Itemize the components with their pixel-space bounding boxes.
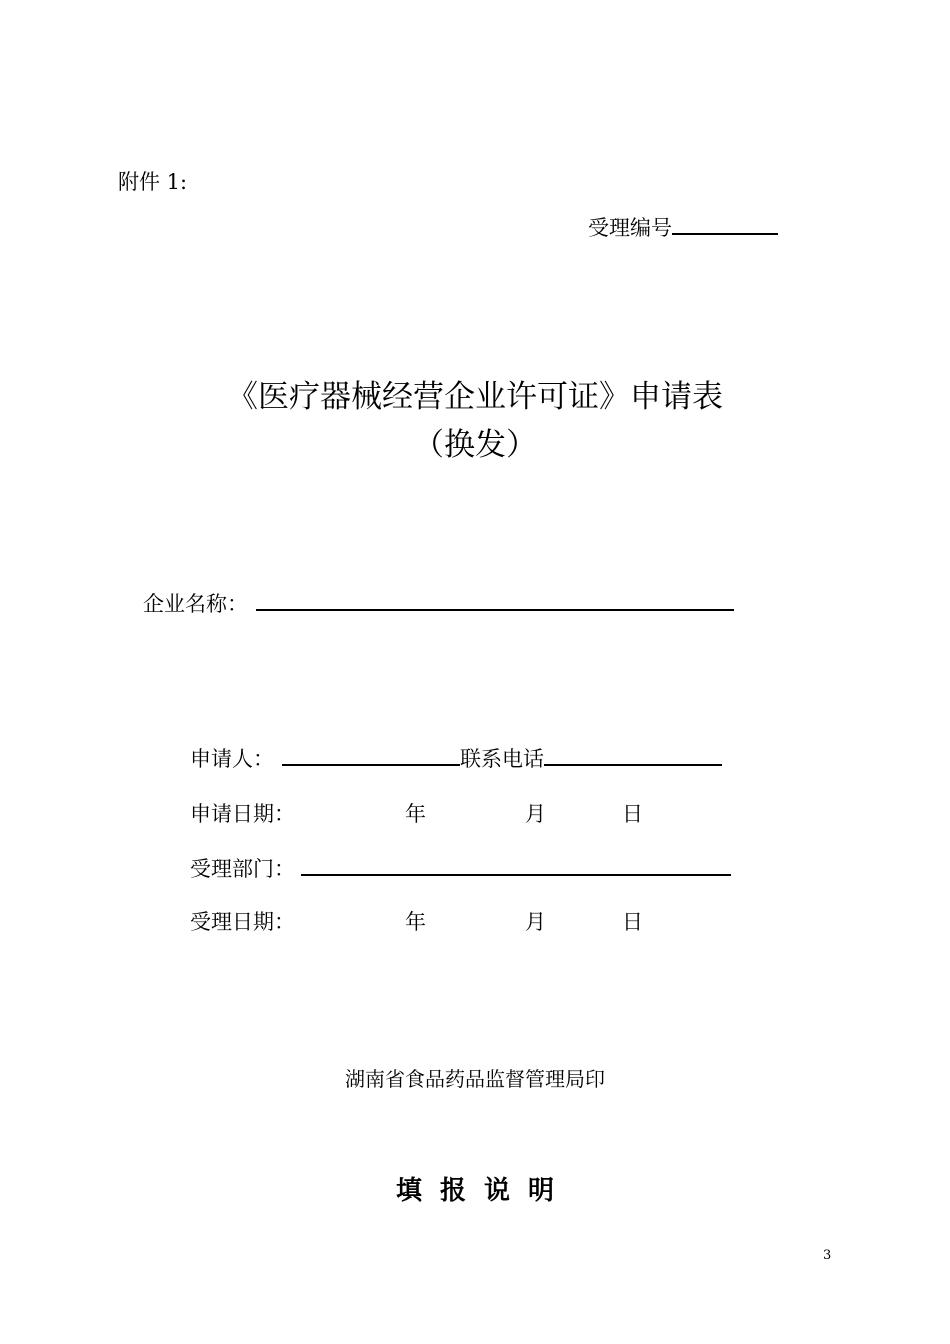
phone-blank[interactable]	[544, 746, 722, 766]
accept-dept-row	[190, 853, 731, 883]
apply-date-month: 月	[525, 802, 546, 826]
accept-date-label: 受理日期：	[190, 910, 295, 934]
form-subtitle: （换发）	[413, 427, 537, 463]
phone-label: 联系电话	[460, 747, 544, 771]
accept-date-day: 日	[622, 910, 643, 934]
acceptance-number-blank[interactable]	[672, 215, 778, 235]
acceptance-number-label: 受理编号	[588, 216, 672, 240]
issuer-seal-text: 湖南省食品药品监督管理局印	[345, 1067, 605, 1091]
accept-date-row	[190, 906, 643, 936]
applicant-label: 申请人：	[190, 747, 274, 771]
accept-dept-blank[interactable]	[301, 856, 731, 876]
attachment-label: 附件 1:	[118, 170, 188, 194]
page-number: 3	[823, 1248, 832, 1263]
applicant-blank[interactable]	[282, 746, 460, 766]
instructions-title: 填报说明	[395, 1176, 572, 1206]
company-name-blank[interactable]	[256, 591, 734, 611]
acceptance-number-field	[588, 212, 778, 242]
form-title: 《医疗器械经营企业许可证》申请表	[227, 379, 723, 415]
accept-date-month: 月	[525, 910, 546, 934]
company-name-label: 企业名称：	[143, 592, 248, 616]
apply-date-year: 年	[405, 802, 426, 826]
company-name-row	[143, 588, 734, 618]
apply-date-row	[190, 798, 643, 828]
accept-dept-label: 受理部门：	[190, 857, 295, 881]
accept-date-year: 年	[405, 910, 426, 934]
apply-date-day: 日	[622, 802, 643, 826]
applicant-row	[190, 743, 722, 773]
apply-date-label: 申请日期：	[190, 802, 295, 826]
